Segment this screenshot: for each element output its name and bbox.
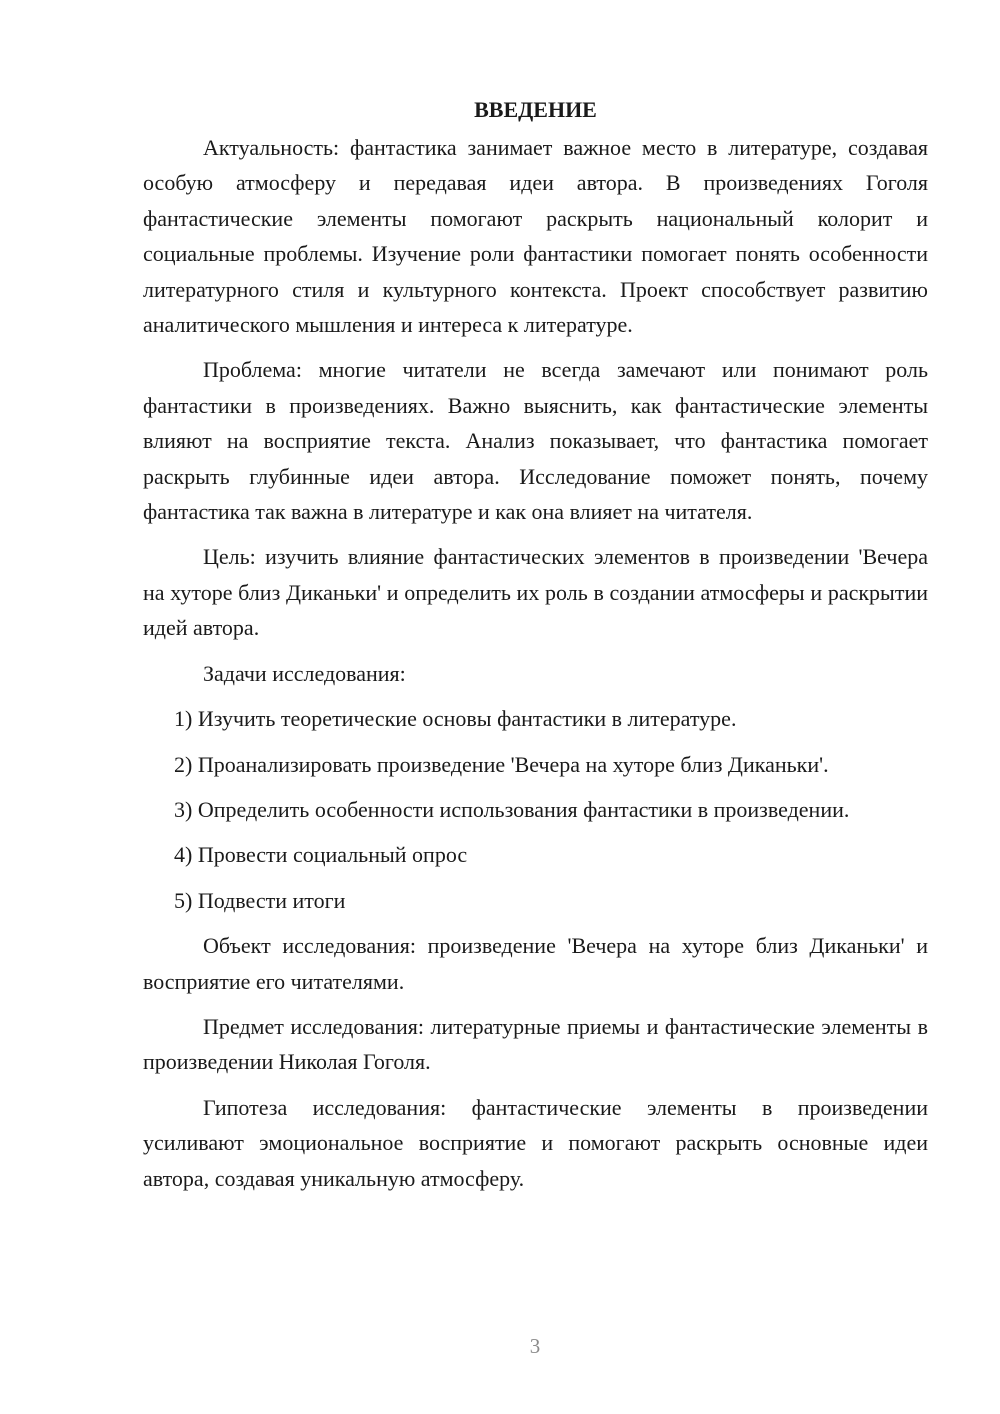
page-number: 3 [529,1334,541,1358]
hypothesis-paragraph: Гипотеза исследования: фантастические элементы в произведении усиливают эмоциональное восприятие и помогают раскрыть основные идеи автора, создавая уникальную атмосферу. [143,1094,928,1191]
task-item-1: 1) Изучить теоретические основы фантастики в литературе. [174,706,737,732]
tasks-heading: Задачи исследования: [203,660,406,686]
document-page [143,92,928,1196]
problem-paragraph: Проблема: многие читатели не всегда замечают или понимают роль фантастики в произведениях. Важно выяснить, как фантастические элементы влияют на восприятие текста. Анализ показывает, что фантастика помогает раскрыть глубинные идеи автора. Исследование поможет понять, почему фантастика так важна в литературе и как она влияет на читателя. [143,357,928,525]
object-paragraph: Объект исследования: произведение 'Вечера на хуторе близ Диканьки' и восприятие его читателями. [143,933,928,994]
task-item-5: 5) Подвести итоги [174,887,346,913]
goal-paragraph: Цель: изучить влияние фантастических элементов в произведении 'Вечера на хуторе близ Диканьки' и определить их роль в создании атмосферы и раскрытии идей автора. [143,544,928,641]
task-item-4: 4) Провести социальный опрос [174,842,468,868]
task-item-3: 3) Определить особенности использования фантастики в произведении. [174,796,850,822]
subject-paragraph: Предмет исследования: литературные приемы и фантастические элементы в произведении Николая Гоголя. [143,1013,928,1075]
relevance-paragraph: Актуальность: фантастика занимает важное место в литературе, создавая особую атмосферу и передавая идеи автора. В произведениях Гоголя фантастические элементы помогают раскрыть национальный колорит и социальные проблемы. Изучение роли фантастики помогает понять особенности литературного стиля и культурного контекста. Проект способствует развитию аналитического мышления и интереса к литературе. [143,135,928,338]
page-title: ВВЕДЕНИЕ [474,97,597,122]
task-item-2: 2) Проанализировать произведение 'Вечера на хуторе близ Диканьки'. [174,751,829,777]
